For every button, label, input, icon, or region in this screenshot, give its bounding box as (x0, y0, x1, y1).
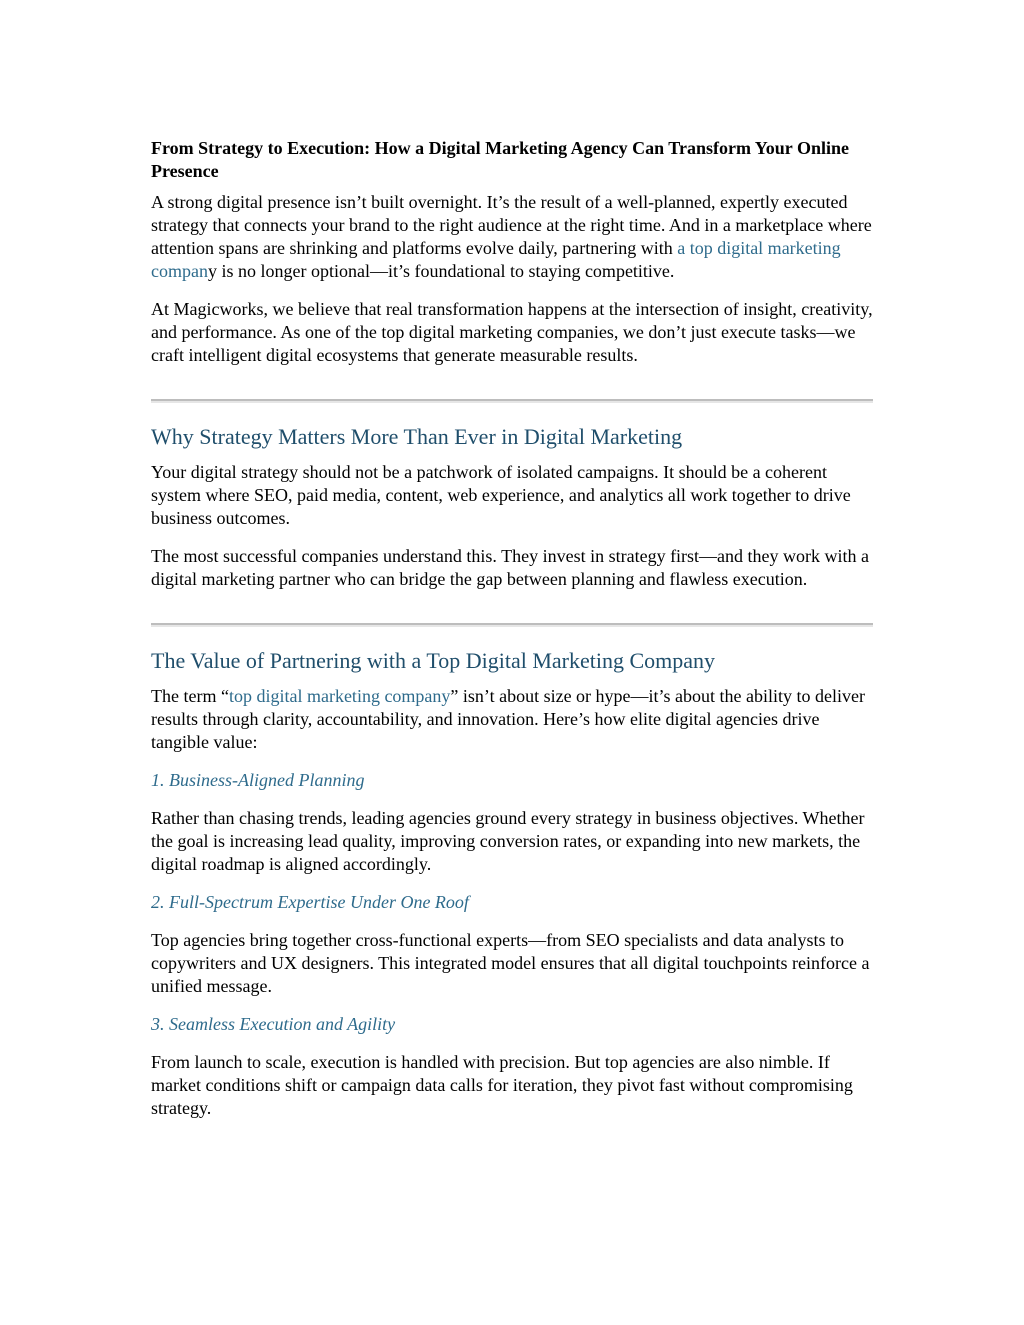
top-digital-marketing-company-link-2[interactable]: top digital marketing company (228, 686, 451, 706)
intro-text-before-link: A strong digital presence isn’t built overnight. It’s the result of a well-planned, expertly executed strategy that connects your brand to the right audience at the right time. And in a marketplace where attention spans are shrinking and platforms evolve daily, partnering with (151, 192, 872, 258)
intro-text-after-link: y is no longer optional—it’s foundational to staying competitive. (207, 261, 675, 281)
document-page (151, 137, 875, 1135)
section-divider (151, 399, 873, 403)
paragraph-full-spectrum-expertise: Top agencies bring together cross-functional experts—from SEO specialists and data analysts to copywriters and UX designers. This integrated model ensures that all digital touchpoints reinforce a unified message. (151, 930, 870, 996)
section1-paragraph-1: Your digital strategy should not be a patchwork of isolated campaigns. It should be a coherent system where SEO, paid media, content, web experience, and analytics all work together to drive business outcomes. (151, 462, 851, 528)
intro-paragraph-2: At Magicworks, we believe that real transformation happens at the intersection of insight, creativity, and performance. As one of the top digital marketing companies, we don’t just execute tasks—we craft intelligent digital ecosystems that generate measurable results. (151, 299, 873, 365)
intro-paragraph-1 (151, 191, 875, 283)
subheading-seamless-execution: 3. Seamless Execution and Agility (151, 1014, 396, 1034)
section-divider (151, 623, 873, 627)
subheading-business-aligned-planning: 1. Business-Aligned Planning (151, 770, 365, 790)
subheading-full-spectrum-expertise: 2. Full-Spectrum Expertise Under One Roof (151, 892, 469, 912)
section2-text-after-link: ” isn’t about size or hype—it’s about the ability to deliver results through clarity, accountability, and innovation. Here’s how elite digital agencies drive tangible value: (151, 686, 866, 752)
section-heading-why-strategy: Why Strategy Matters More Than Ever in Digital Marketing (151, 424, 683, 449)
document-title: From Strategy to Execution: How a Digital Marketing Agency Can Transform Your Online Presence (151, 138, 849, 181)
paragraph-business-aligned-planning: Rather than chasing trends, leading agencies ground every strategy in business objectives. Whether the goal is increasing lead quality, improving conversion rates, or expanding into new markets, the digital roadmap is aligned accordingly. (151, 808, 865, 874)
section-heading-value-of-partnering: The Value of Partnering with a Top Digital Marketing Company (151, 648, 716, 673)
top-digital-marketing-company-link[interactable]: a top digital marketing compan (151, 238, 841, 281)
section2-text-before-link: The term “ (151, 686, 229, 706)
section1-paragraph-2: The most successful companies understand this. They invest in strategy first—and they work with a digital marketing partner who can bridge the gap between planning and flawless execution. (151, 546, 870, 589)
section2-paragraph-1 (151, 685, 875, 754)
paragraph-seamless-execution: From launch to scale, execution is handled with precision. But top agencies are also nimble. If market conditions shift or campaign data calls for iteration, they pivot fast without compromising strategy. (151, 1052, 853, 1118)
